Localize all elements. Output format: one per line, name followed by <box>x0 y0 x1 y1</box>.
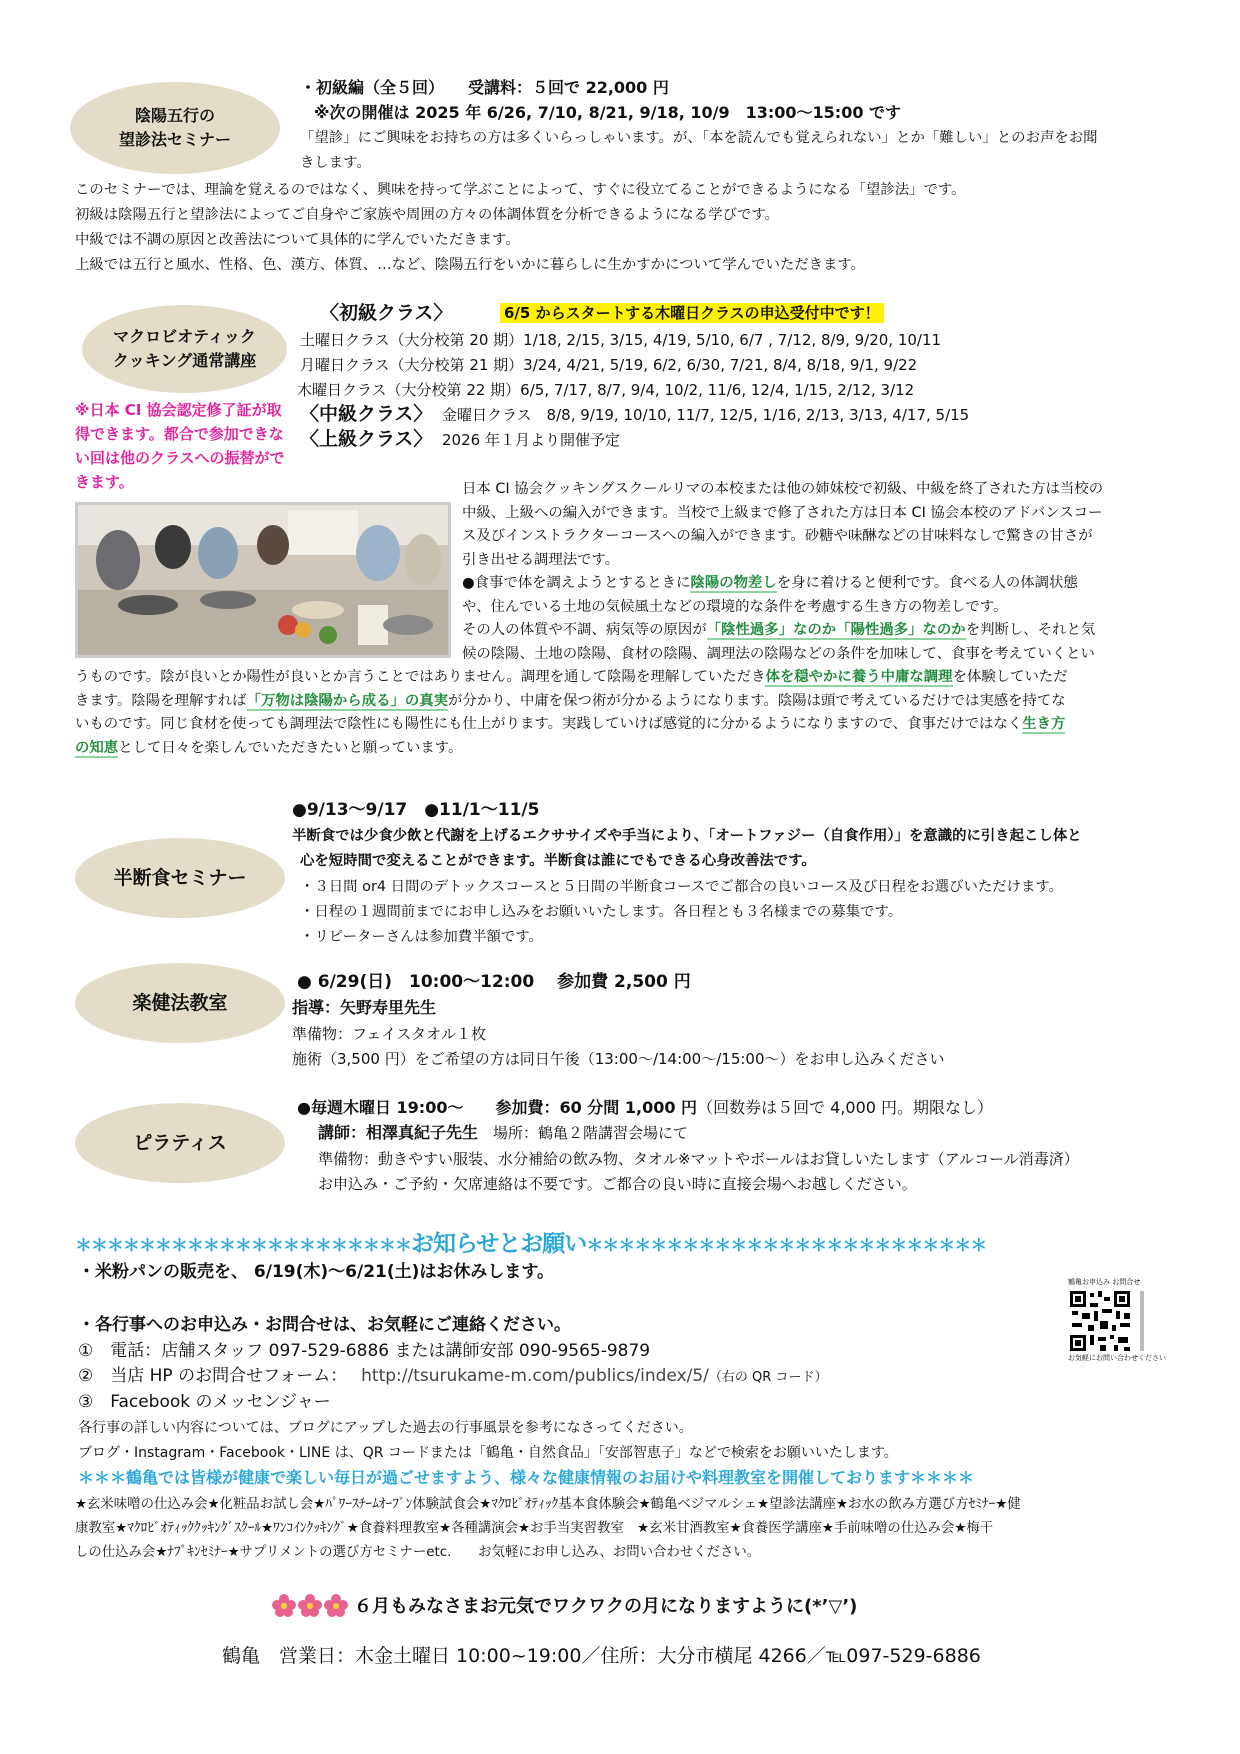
paragraph: 上級では五行と風水、性格、色、漢方、体質、…など、陰陽五行をいかに暮らしに生かすかについて学んでいただきます。 <box>75 257 866 273</box>
paragraph-line: 候の陰陽、土地の陰陽、食材の陰陽、調理法の陰陽などの条件を加味して、食事を考えていくとい <box>462 645 1095 662</box>
enrollment-notice: 6/5 からスタートする木曜日クラスの申込受付中です！ <box>500 303 884 323</box>
paragraph-line: うものです。陰が良いとか陽性が良いとか言うことではありません。調理を通して陰陽を理解していただき体を穏やかに養う中庸な調理を体験していただ <box>75 669 1068 685</box>
events-list: ★玄米味噌の仕込み会★化粧品お試し会★ﾊﾟﾜｰｽﾁｰﾑｵｰﾌﾞﾝ体験試食会★ﾏｸﾛﾋﾞｵﾃｨｯｸ基本食体験会★鶴亀ベジマルシェ★望診法講座★お水の飲み方選び方ｾﾐﾅｰ★健 <box>75 1497 1021 1512</box>
info-blog: 各行事の詳しい内容については、ブログにアップした過去の行事風景を参考になさってください。 <box>78 1420 693 1436</box>
fasting-dates: ●9/13〜9/17 ●11/1〜11/5 <box>292 800 540 820</box>
title-line: マクロビオティック <box>113 327 256 346</box>
paragraph-line: 中級、上級への編入ができます。当校で上級まで修了された方は日本 CI 協会本校のアドバンスコー <box>462 504 1103 521</box>
highlight-middle-way-cooking: 体を穏やかに養う中庸な調理 <box>765 669 953 685</box>
events-list: しの仕込み会★ﾅﾌﾟｷﾝｾﾐﾅｰ★サプリメントの選び方セミナーetc. お気軽にお申し込み、お問い合わせください。 <box>75 1545 761 1560</box>
contact-phone: ① 電話：店舗スタッフ 097-529-6886 または講師安部 090-9565-9879 <box>78 1341 651 1361</box>
beginner-class-heading: 〈初級クラス〉 <box>320 302 453 324</box>
highlight-yin-yang-excess: 「陰性過多」なのか「陽性過多」なのか <box>706 622 966 638</box>
paragraph: このセミナーでは、理論を覚えるのではなく、興味を持って学ぶことによって、すぐに役立てることができるようになる「望診法」です。 <box>75 182 966 198</box>
seminar-title-macrobiotic <box>82 305 287 393</box>
qr-code-icon[interactable] <box>1048 1285 1188 1357</box>
course-fee: ・初級編（全５回） 受講料：５回で 22,000 円 <box>300 78 669 97</box>
pilates-schedule: ●毎週木曜日 19:00〜 参加費：60 分間 1,000 円（回数券は５回で 4,000 円。期限なし） <box>297 1098 994 1117</box>
macrobiotic-description-full <box>75 666 1185 760</box>
paragraph-line: 日本 CI 協会クッキングスクールリマの本校または他の姉妹校で初級、中級を終了された方は当校の <box>462 481 1104 497</box>
paragraph: 「望診」にご興味をお持ちの方は多くいらっしゃいます。が、「本を読んでも覚えられない」とか「難しい」とのお声をお聞 <box>300 130 1098 146</box>
paragraph-line: きます。陰陽を理解すれば「万物は陰陽から成る」の真実が分かり、中庸を保つ術が分かるようになります。陰陽は頭で考えているだけでは実感を持てな <box>75 692 1066 709</box>
events-list: 康教室★ﾏｸﾛﾋﾞｵﾃｨｯｸｸｯｷﾝｸﾞｽｸｰﾙ★ﾜﾝｺｲﾝｸｯｷﾝｸﾞ★食養料理教室★各種講演会★お手当実習教室 ★玄米甘酒教室★食養医学講座★手前味噌の仕込み会★梅干 <box>75 1521 994 1536</box>
flower-icon <box>272 1593 350 1617</box>
seminar-title-bonshin <box>70 82 280 174</box>
thursday-class: 木曜日クラス（大分校第 22 期）6/5, 7/17, 8/7, 9/4, 10/2, 11/6, 12/4, 1/15, 2/12, 3/12 <box>297 381 915 399</box>
pilates-reservation: お申込み・ご予約・欠席連絡は不要です。ご都合の良い時に直接会場へお越しください。 <box>318 1175 917 1193</box>
paragraph-line: や、住んでいる土地の気候風土などの環境的な条件を考慮する生き方の物差しです。 <box>462 598 1008 615</box>
qr-label: 鶴亀お申込み お問合せ <box>1068 1278 1141 1286</box>
notice-contact: ・各行事へのお申込み・お問合せは、お気軽にご連絡ください。 <box>78 1315 571 1335</box>
title-line: 陰陽五行の <box>134 106 215 125</box>
store-footer: 鶴亀 営業日：木金土曜日 10:00~19:00／住所：大分市横尾 4266／℡097-529-6886 <box>222 1645 981 1667</box>
fasting-description: 半断食では少食少飲と代謝を上げるエクササイズや手当により、「オートファジー（自食作用）」を意識的に引き起こし体と <box>292 828 1082 844</box>
paragraph-line: 引き出せる調理法です。 <box>462 551 620 568</box>
seminar-title-rakken: 楽健法教室 <box>75 963 285 1043</box>
closing-message <box>272 1592 857 1618</box>
rakken-treatment: 施術（3,500 円）をご希望の方は同日午後（13:00〜/14:00〜/15:00〜）をお申し込みください <box>292 1050 945 1068</box>
advanced-class-schedule: 2026 年１月より開催予定 <box>442 431 620 449</box>
paragraph: 中級では不調の原因と改善法について具体的に学んでいただきます。 <box>75 232 520 248</box>
highlight-wisdom: の知恵 <box>75 739 119 756</box>
fasting-note: ・３日間 or4 日間のデトックスコースと５日間の半断食コースでご都合の良いコース及び日程をお選びいただけます。 <box>300 879 1064 895</box>
seminar-title-fasting: 半断食セミナー <box>75 838 285 918</box>
saturday-class: 土曜日クラス（大分校第 20 期）1/18, 2/15, 3/15, 4/19, 5/10, 6/7 , 7/12, 8/9, 9/20, 10/11 <box>300 331 942 349</box>
notice-header: ＊＊＊＊＊＊＊＊＊＊＊＊＊＊＊＊＊＊＊＊＊お知らせとお願い＊＊＊＊＊＊＊＊＊＊＊＊＊＊＊＊＊＊＊＊＊＊＊＊＊ <box>75 1231 987 1257</box>
paragraph-line: いものです。同じ食材を使っても調理法で陰性にも陽性にも仕上がります。実践していけば感覚的に分かるようになりますので、食事だけではなく生き方 <box>75 716 1066 732</box>
highlight-way-of-life: 生き方 <box>1022 716 1066 732</box>
paragraph-line: ス及びインストラクターコースへの編入ができます。砂糖や味醂などの甘味料なしで驚きの甘さが <box>462 528 1093 544</box>
seminar-title-pilates: ピラティス <box>75 1103 285 1183</box>
title-line: クッキング通常講座 <box>112 351 257 370</box>
title-line: 望診法セミナー <box>118 130 231 149</box>
info-search: ブログ・Instagram・Facebook・LINE は、QR コードまたは「鶴亀・自然食品」「安部智恵子」などで検索をお願いいたします。 <box>78 1445 898 1461</box>
contact-web: ② 当店 HP のお問合せフォーム： http://tsurukame-m.com/publics/index/5/（右の QR コード） <box>78 1366 828 1386</box>
pilates-teacher: 講師：相澤真紀子先生 場所：鶴亀２階講習会場にて <box>318 1123 689 1142</box>
fasting-note: ・日程の１週間前までにお申し込みをお願いいたします。各日程とも３名様までの募集です。 <box>300 904 903 920</box>
friday-class: 金曜日クラス 8/8, 9/19, 10/10, 11/7, 12/5, 1/16, 2/13, 3/13, 4/17, 5/15 <box>442 406 970 424</box>
pilates-preparation: 準備物：動きやすい服装、水分補給の飲み物、タオル※マットやボールはお貸しいたします（アルコール消毒済） <box>318 1150 1079 1168</box>
rakken-teacher: 指導：矢野寿里先生 <box>292 998 437 1017</box>
health-banner: ＊＊＊鶴亀では皆様が健康で楽しい毎日が過ごせますよう、様々な健康情報のお届けや料理教室を開催しております＊＊＊＊ <box>78 1468 975 1487</box>
homepage-link[interactable]: http://tsurukame-m.com/publics/index/5/ <box>361 1366 709 1386</box>
qr-code-block[interactable] <box>1048 1278 1188 1362</box>
highlight-all-things-yin-yang: 「万物は陰陽から成る」の真実 <box>246 692 449 709</box>
contact-facebook: ③ Facebook のメッセンジャー <box>78 1392 331 1412</box>
highlight-yin-yang-measure: 陰陽の物差し <box>690 575 777 591</box>
rakken-preparation: 準備物：フェイスタオル１枚 <box>292 1025 487 1043</box>
intermediate-class-heading: 〈中級クラス〉 <box>300 403 433 425</box>
next-dates: ※次の開催は 2025 年 6/26, 7/10, 8/21, 9/18, 10/9 13:00〜15:00 です <box>314 103 902 122</box>
notice-title: お知らせとお願い <box>411 1231 587 1257</box>
fasting-note: ・リピーターさんは参加費半額です。 <box>300 929 543 945</box>
paragraph: きします。 <box>300 155 371 171</box>
qr-label: お気軽にお問い合わせください <box>1068 1354 1166 1362</box>
certificate-note: ※日本 CI 協会認定修了証が取得できます。都合で参加できない回は他のクラスへの振替ができます。 <box>75 401 285 491</box>
cooking-class-photo <box>75 502 451 658</box>
macrobiotic-description <box>462 478 1182 666</box>
paragraph-line: ●食事で体を調えようとするときに陰陽の物差しを身に着けると便利です。食べる人の体調状態 <box>462 575 1078 591</box>
cooking-photo-illustration <box>78 505 448 655</box>
paragraph-line: その人の体質や不調、病気等の原因が「陰性過多」なのか「陽性過多」なのかを判断し、それと気 <box>462 622 1096 638</box>
rakken-date-fee: ● 6/29(日) 10:00〜12:00 参加費 2,500 円 <box>297 972 691 992</box>
closing-text: ６月もみなさまお元気でワクワクの月になりますように(*’▽’) <box>354 1596 858 1617</box>
fasting-description: 心を短時間で変えることができます。半断食は誰にでもできる心身改善法です。 <box>300 853 816 869</box>
monday-class: 月曜日クラス（大分校第 21 期）3/24, 4/21, 5/19, 6/2, 6/30, 7/21, 8/4, 8/18, 9/1, 9/22 <box>300 356 918 374</box>
advanced-class-heading: 〈上級クラス〉 <box>300 428 433 450</box>
paragraph-line: の知恵として日々を楽しんでいただきたいと願っています。 <box>75 739 463 756</box>
notice-rice-bread: ・米粉パンの販売を、 6/19(木)〜6/21(土)はお休みします。 <box>78 1262 555 1282</box>
paragraph: 初級は陰陽五行と望診法によってご自身やご家族や周囲の方々の体調体質を分析できるようになる学びです。 <box>75 207 779 223</box>
